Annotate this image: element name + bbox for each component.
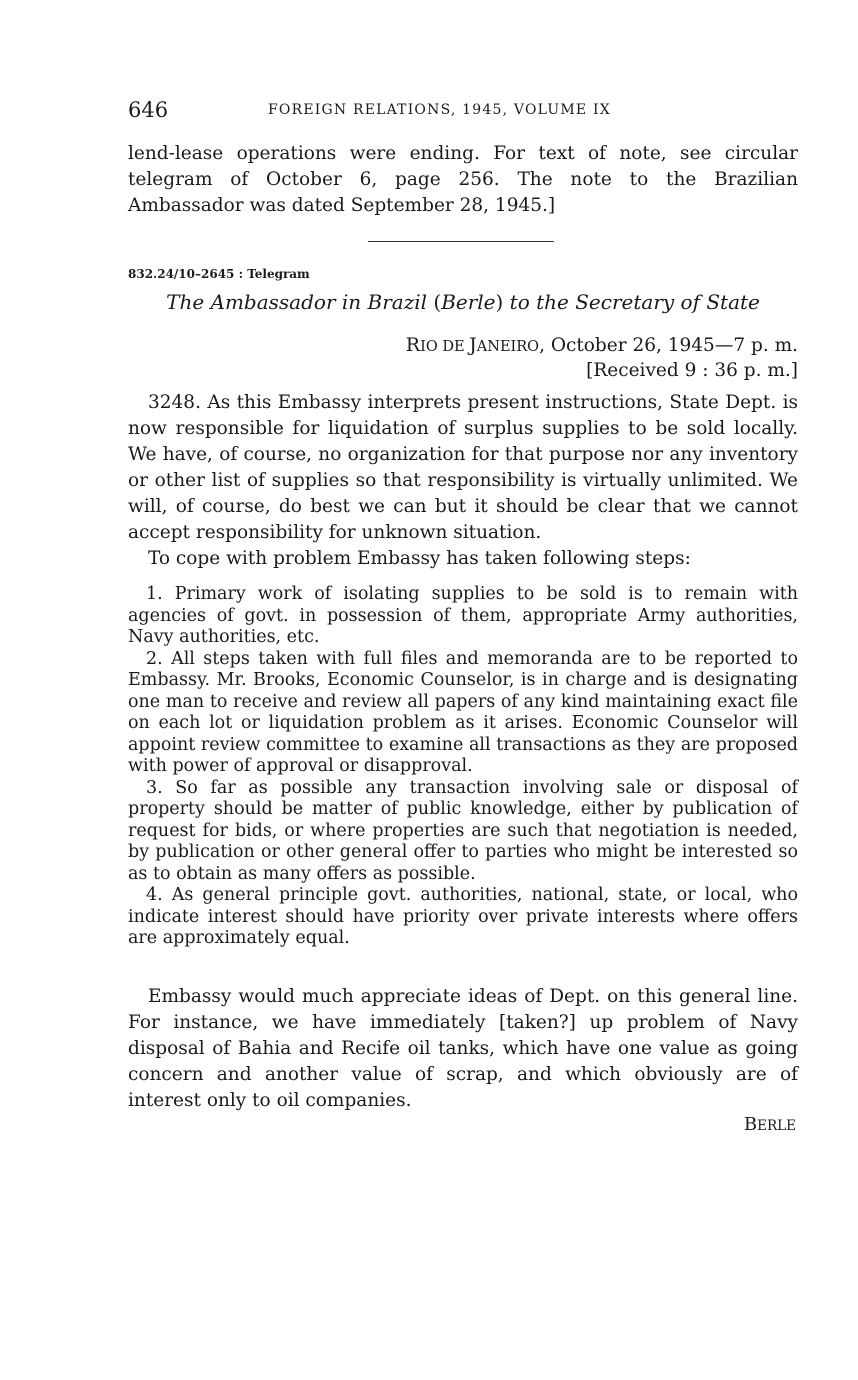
paragraph-2: To cope with problem Embassy has taken following steps: xyxy=(148,548,691,569)
place-initial-2: J xyxy=(469,334,477,356)
place-rest-2: ANEIRO xyxy=(476,339,540,355)
title-part2: to the Secretary of State xyxy=(503,290,760,314)
dateline xyxy=(406,334,798,356)
list-item: 1. Primary work of isolating supplies to be sold is to remain with agencies of govt. in possession of them, appropriate Army authorities, Navy authorities, etc. xyxy=(128,584,798,647)
title-part1: The Ambassador in Brazil xyxy=(166,290,434,314)
signature-rest: ERLE xyxy=(757,1118,796,1134)
steps-list xyxy=(128,584,798,950)
place-rest-1: IO DE xyxy=(420,339,470,355)
page-number: 646 xyxy=(128,98,169,122)
signature xyxy=(744,1114,796,1135)
list-item: 3. So far as possible any transaction involving sale or disposal of property should be matter of public knowledge, either by publication of request for bids, or where properties are such that negotiation is needed, by publication or other general offer to parties who might be interested so as to obtain as many offers as possible. xyxy=(128,777,798,884)
received-note: [Received 9 : 36 p. m.] xyxy=(586,360,798,381)
list-item: 4. As general principle govt. authorities, national, state, or local, who indicate interest should have priority over private interests where offers are approximately equal. xyxy=(128,885,798,948)
running-title: FOREIGN RELATIONS, 1945, VOLUME IX xyxy=(268,102,611,118)
running-head xyxy=(128,98,798,124)
place-initial-1: R xyxy=(405,334,421,356)
document-title xyxy=(128,290,798,314)
title-name: Berle xyxy=(441,290,496,314)
date-time: , October 26, 1945—7 p. m. xyxy=(539,335,798,356)
title-paren-close: ) xyxy=(495,290,504,314)
section-divider xyxy=(368,241,554,242)
list-item: 2. All steps taken with full files and memoranda are to be reported to Embassy. Mr. Brooks, Economic Counselor, is in charge and is designating one man to receive and review all papers of any kind maintaining exact file on each lot or liquidation problem as it arises. Economic Counselor will appoint review committee to examine all transactions as they are proposed with power of approval or disapproval. xyxy=(128,648,798,776)
signature-initial: B xyxy=(743,1114,758,1135)
lead-paragraph: lend-lease operations were ending. For text of note, see circular telegram of October 6, page 256. The note to the Brazilian Ambassador was dated September 28, 1945.] xyxy=(128,143,798,216)
file-reference: 832.24/10–2645 : Telegram xyxy=(128,267,310,281)
title-paren-open: ( xyxy=(433,290,442,314)
paragraph-1: 3248. As this Embassy interprets present instructions, State Dept. is now responsible for liquidation of surplus supplies to be sold locally. We have, of course, no organization for that purpose nor any inventory or other list of supplies so that responsibility is virtually unlimited. We will, of course, do best we can but it should be clear that we cannot accept responsibility for unknown situation. xyxy=(128,392,798,543)
closing-paragraph: Embassy would much appreciate ideas of Dept. on this general line. For instance, we have immediately [taken?] up problem of Navy disposal of Bahia and Recife oil tanks, which have one value as going concern and another value of scrap, and which obviously are of interest only to oil companies. xyxy=(128,986,798,1111)
